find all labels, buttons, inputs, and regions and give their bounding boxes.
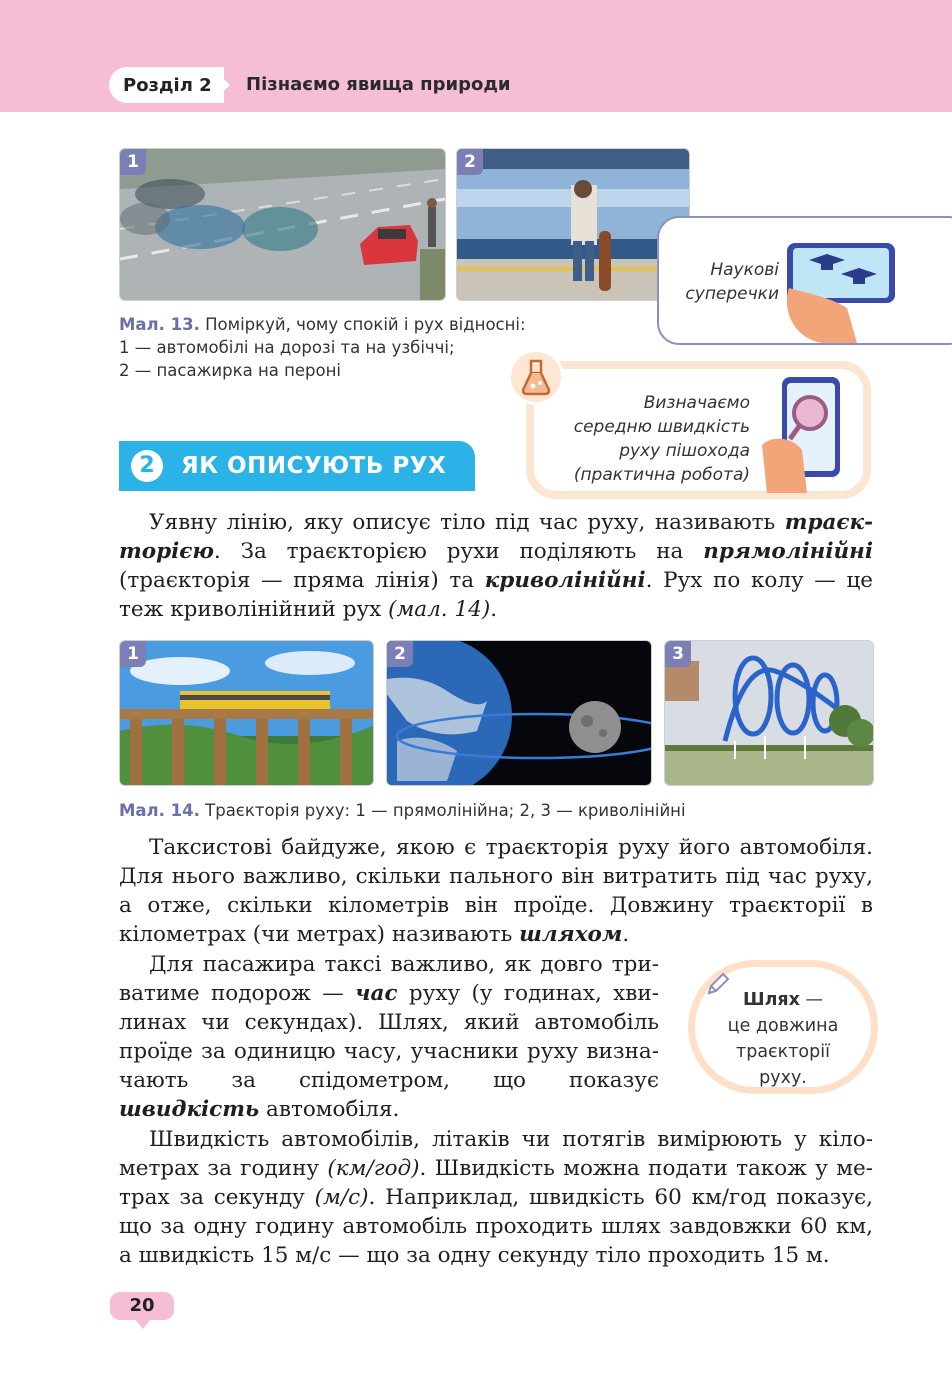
sidebox-text: Визначаємо середню швидкість руху пішохода (практична робота) bbox=[573, 393, 750, 485]
section-title: ЯК ОПИСУЮТЬ РУХ bbox=[181, 453, 447, 479]
definition-text: Шлях — це довжина траєкторії руху. bbox=[727, 990, 839, 1088]
sidebox-scientific-disputes[interactable] bbox=[657, 216, 952, 345]
figure-14-caption: Мал. 14. Траєкторія руху: 1 — прямолінійна; 2, 3 — криволінійні bbox=[119, 801, 686, 820]
flask-icon bbox=[508, 349, 564, 405]
chapter-label: Розділ 2 bbox=[109, 67, 224, 103]
highway-photo bbox=[119, 148, 446, 301]
photo-number: 2 bbox=[457, 149, 483, 175]
photo-number: 2 bbox=[387, 641, 413, 667]
earth-moon-photo bbox=[386, 640, 652, 786]
definition-bubble bbox=[688, 960, 878, 1094]
section-number: 2 bbox=[131, 450, 163, 482]
chapter-title: Пізнаємо явища природи bbox=[246, 74, 511, 95]
phone-hand-icon bbox=[787, 238, 907, 343]
sidebox-practical-work[interactable] bbox=[526, 361, 871, 499]
caption-label: Мал. 13. bbox=[119, 315, 200, 334]
paragraph-trajectory: Уявну лінію, яку описує тіло під час руху, називають траєкторією. За траєкторією рухи поділяють на прямолінійні (траєкторія — пряма лінія) та криволінійні. Рух по колу — це теж криволінійний рух (мал. 14). bbox=[119, 510, 874, 622]
train-viaduct-photo bbox=[119, 640, 374, 786]
section-heading bbox=[119, 441, 475, 491]
page-number: 20 bbox=[110, 1292, 174, 1320]
photo-number: 1 bbox=[120, 149, 146, 175]
sidebox-text: Наукові суперечки bbox=[685, 260, 779, 304]
magnifier-phone-icon bbox=[762, 375, 857, 493]
photo-number: 1 bbox=[120, 641, 146, 667]
paragraph-path: Таксистові байдуже, якою є траєкторія руху його автомобіля. Для нього важливо, скільки пального він витратить під час руху, а отже, скільки кілометрів він проїде. Довжину траєкторії в кілометрах (чи метрах) називають шляхом. bbox=[119, 835, 873, 947]
caption-label: Мал. 14. bbox=[119, 801, 200, 820]
subway-photo bbox=[456, 148, 690, 301]
chapter-arrow bbox=[212, 67, 230, 103]
paragraph-units: Швидкість автомобілів, літаків чи потягів вимірюють у кілометрах за годину (км/год). Швидкість можна подати також у метрах за секунду (м/с). Наприклад, швидкість 60 км/год показує, що за одну годину автомобіль проходить шлях завдовжки 60 км, а швидкість 15 м/с — що за одну секунду тіло проходить 15 м. bbox=[119, 1127, 874, 1268]
page-number-tail bbox=[135, 1319, 151, 1329]
roller-coaster-photo bbox=[664, 640, 874, 786]
figure-13-caption: Мал. 13. Поміркуй, чому спокій і рух відносні: 1 — автомобілі на дорозі та на узбіччі; 2 — пасажирка на пероні bbox=[119, 315, 526, 380]
photo-number: 3 bbox=[665, 641, 691, 667]
paragraph-time-speed: Для пасажира таксі важливо, як довго триватиме подорож — час руху (у годинах, хвилинах чи секундах). Шлях, який автомобіль проїде за одиницю часу, учасники руху визначають за спідометром, що показує швидкість автомобіля. bbox=[119, 952, 659, 1122]
